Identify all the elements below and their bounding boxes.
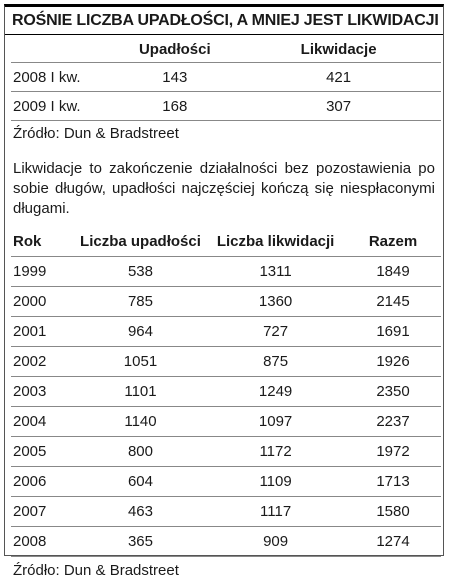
yearly-row bbox=[11, 527, 441, 557]
yearly-year: 2007 bbox=[11, 497, 75, 527]
yearly-header-year: Rok bbox=[11, 229, 75, 257]
quarterly-bankruptcies: 143 bbox=[113, 63, 236, 92]
quarterly-period: 2008 I kw. bbox=[11, 63, 113, 92]
yearly-row bbox=[11, 257, 441, 287]
infobox-title: ROŚNIE LICZBA UPADŁOŚCI, A MNIEJ JEST LIKWIDACJI bbox=[5, 7, 443, 35]
quarterly-liquidations: 307 bbox=[236, 92, 441, 121]
yearly-liquidations: 1172 bbox=[206, 437, 345, 467]
yearly-year: 2002 bbox=[11, 347, 75, 377]
yearly-row bbox=[11, 317, 441, 347]
yearly-header-bankruptcies: Liczba upadłości bbox=[75, 229, 206, 257]
definition-note: Likwidacje to zakończenie działalności bez pozostawienia po sobie długów, upadłości najczęściej kończą się niespłaconymi długami. bbox=[13, 160, 435, 217]
quarterly-header-bankruptcies: Upadłości bbox=[113, 39, 236, 63]
yearly-row bbox=[11, 437, 441, 467]
yearly-total: 1274 bbox=[345, 527, 441, 557]
source-note: Źródło: Dun & Bradstreet bbox=[13, 562, 179, 579]
yearly-bankruptcies: 800 bbox=[75, 437, 206, 467]
yearly-year: 2006 bbox=[11, 467, 75, 497]
yearly-liquidations: 1109 bbox=[206, 467, 345, 497]
yearly-year: 2004 bbox=[11, 407, 75, 437]
quarterly-header-period bbox=[11, 39, 113, 63]
yearly-header-liquidations: Liczba likwidacji bbox=[206, 229, 345, 257]
yearly-row bbox=[11, 407, 441, 437]
yearly-liquidations: 1117 bbox=[206, 497, 345, 527]
yearly-liquidations: 875 bbox=[206, 347, 345, 377]
yearly-year: 2001 bbox=[11, 317, 75, 347]
yearly-liquidations: 1097 bbox=[206, 407, 345, 437]
yearly-year: 2000 bbox=[11, 287, 75, 317]
yearly-table bbox=[11, 229, 441, 557]
yearly-bankruptcies: 604 bbox=[75, 467, 206, 497]
yearly-bankruptcies: 538 bbox=[75, 257, 206, 287]
yearly-row bbox=[11, 467, 441, 497]
quarterly-header-row bbox=[11, 39, 441, 63]
yearly-liquidations: 727 bbox=[206, 317, 345, 347]
yearly-bankruptcies: 1101 bbox=[75, 377, 206, 407]
yearly-bankruptcies: 463 bbox=[75, 497, 206, 527]
yearly-header-row bbox=[11, 229, 441, 257]
yearly-year: 2003 bbox=[11, 377, 75, 407]
infobox bbox=[4, 4, 444, 579]
yearly-liquidations: 909 bbox=[206, 527, 345, 557]
yearly-year: 1999 bbox=[11, 257, 75, 287]
quarterly-bankruptcies: 168 bbox=[113, 92, 236, 121]
yearly-row bbox=[11, 287, 441, 317]
yearly-total: 1972 bbox=[345, 437, 441, 467]
yearly-total: 2145 bbox=[345, 287, 441, 317]
yearly-liquidations: 1311 bbox=[206, 257, 345, 287]
yearly-bankruptcies: 365 bbox=[75, 527, 206, 557]
quarterly-row bbox=[11, 63, 441, 92]
yearly-total: 1580 bbox=[345, 497, 441, 527]
yearly-year: 2008 bbox=[11, 527, 75, 557]
yearly-total: 1849 bbox=[345, 257, 441, 287]
quarterly-header-liquidations: Likwidacje bbox=[236, 39, 441, 63]
yearly-row bbox=[11, 347, 441, 377]
yearly-bankruptcies: 1051 bbox=[75, 347, 206, 377]
yearly-year: 2005 bbox=[11, 437, 75, 467]
yearly-total: 2350 bbox=[345, 377, 441, 407]
yearly-bankruptcies: 964 bbox=[75, 317, 206, 347]
source-note: Źródło: Dun & Bradstreet bbox=[13, 125, 179, 142]
yearly-total: 1926 bbox=[345, 347, 441, 377]
quarterly-table bbox=[11, 39, 441, 121]
yearly-row bbox=[11, 497, 441, 527]
yearly-total: 2237 bbox=[345, 407, 441, 437]
yearly-total: 1691 bbox=[345, 317, 441, 347]
quarterly-period: 2009 I kw. bbox=[11, 92, 113, 121]
yearly-bankruptcies: 785 bbox=[75, 287, 206, 317]
quarterly-liquidations: 421 bbox=[236, 63, 441, 92]
yearly-bankruptcies: 1140 bbox=[75, 407, 206, 437]
yearly-header-total: Razem bbox=[345, 229, 441, 257]
yearly-liquidations: 1249 bbox=[206, 377, 345, 407]
yearly-total: 1713 bbox=[345, 467, 441, 497]
quarterly-row bbox=[11, 92, 441, 121]
yearly-liquidations: 1360 bbox=[206, 287, 345, 317]
yearly-row bbox=[11, 377, 441, 407]
